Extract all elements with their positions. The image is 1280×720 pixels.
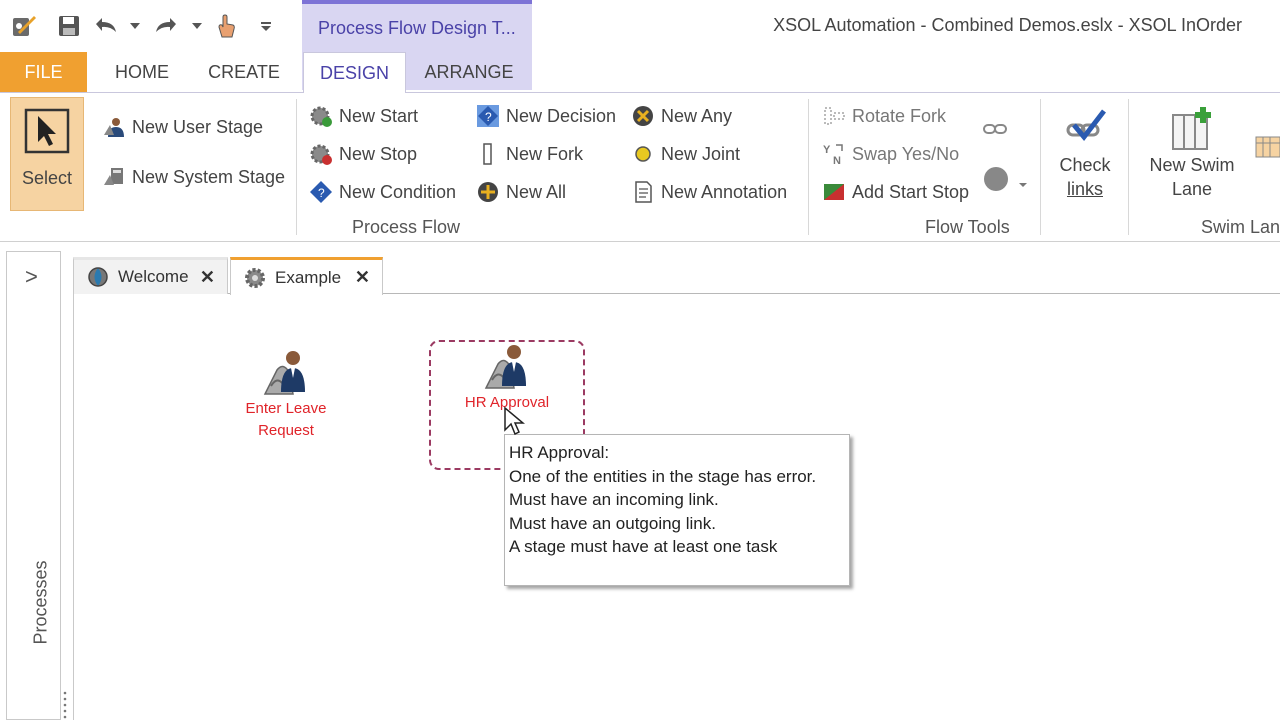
undo-dropdown-icon[interactable] bbox=[128, 12, 142, 40]
start-gear-icon bbox=[309, 104, 333, 128]
user-stage-icon bbox=[447, 342, 567, 392]
process-gear-icon bbox=[243, 266, 267, 290]
new-user-stage-button[interactable] bbox=[102, 115, 263, 139]
new-user-stage-label: New User Stage bbox=[132, 116, 264, 137]
joint-dot-icon bbox=[631, 142, 655, 166]
touch-mode-icon[interactable] bbox=[212, 12, 240, 40]
rotate-fork-button[interactable] bbox=[822, 104, 946, 128]
tab-arrange[interactable]: ARRANGE bbox=[424, 61, 514, 82]
status-dropdown-icon[interactable] bbox=[1016, 171, 1030, 199]
flow-tools-group-label: Flow Tools bbox=[925, 217, 1010, 237]
new-start-label: New Start bbox=[339, 105, 419, 126]
new-fork-button[interactable] bbox=[476, 142, 583, 166]
stage-enter-leave-request[interactable] bbox=[226, 348, 346, 442]
new-system-stage-label: New System Stage bbox=[132, 166, 286, 187]
swap-yes-no-label: Swap Yes/No bbox=[852, 143, 960, 164]
check-links-icon bbox=[1048, 107, 1122, 153]
example-tab-label: Example bbox=[275, 267, 342, 287]
new-joint-label: New Joint bbox=[661, 143, 741, 164]
save-icon[interactable] bbox=[54, 12, 84, 40]
swim-lanes-group-label: Swim Lan bbox=[1201, 217, 1280, 237]
swap-yes-no-icon bbox=[822, 142, 846, 166]
app-logo-icon[interactable] bbox=[8, 12, 40, 40]
check-links-label-line1: Check bbox=[1059, 155, 1111, 175]
stop-gear-icon bbox=[309, 142, 333, 166]
stage-label-line1: HR Approval bbox=[464, 394, 550, 411]
user-stage-icon bbox=[226, 348, 346, 398]
decision-icon bbox=[476, 104, 500, 128]
new-decision-button[interactable] bbox=[476, 104, 616, 128]
tab-design[interactable]: DESIGN bbox=[303, 52, 406, 93]
stage-label-line1: Enter Leave bbox=[245, 400, 327, 417]
new-system-stage-button[interactable] bbox=[102, 165, 285, 189]
new-all-label: New All bbox=[506, 181, 567, 202]
tab-file[interactable]: FILE bbox=[0, 52, 87, 92]
title-bar bbox=[0, 0, 1280, 52]
document-tab-bar bbox=[73, 251, 1280, 294]
condition-diamond-icon bbox=[309, 180, 333, 204]
welcome-tab-label: Welcome bbox=[118, 267, 189, 286]
stage-label-line2: Request bbox=[258, 422, 314, 439]
ribbon-separator bbox=[1040, 99, 1041, 235]
process-flow-group-label: Process Flow bbox=[352, 217, 461, 237]
new-any-button[interactable] bbox=[631, 104, 732, 128]
customize-toolbar-icon[interactable] bbox=[258, 12, 274, 40]
resize-grip-icon[interactable] bbox=[62, 690, 68, 720]
new-joint-button[interactable] bbox=[631, 142, 740, 166]
svg-text:Y: Y bbox=[823, 144, 831, 156]
new-condition-button[interactable] bbox=[309, 180, 456, 204]
undo-icon[interactable] bbox=[90, 12, 122, 40]
add-start-stop-icon bbox=[822, 180, 846, 204]
tab-home[interactable]: HOME bbox=[115, 61, 169, 82]
new-start-button[interactable] bbox=[309, 104, 418, 128]
document-border bbox=[73, 294, 74, 720]
mouse-pointer-icon bbox=[503, 406, 525, 436]
fork-bar-icon bbox=[476, 142, 500, 166]
tooltip-line: A stage must have at least one task bbox=[509, 537, 778, 556]
ribbon-separator bbox=[296, 99, 297, 235]
new-swim-lane-label-line2: Lane bbox=[1171, 179, 1213, 199]
app-title: XSOL Automation - Combined Demos.eslx - XSOL InOrder bbox=[773, 15, 1242, 35]
all-gateway-icon bbox=[476, 180, 500, 204]
document-tab-welcome[interactable] bbox=[73, 257, 228, 294]
tooltip-line: One of the entities in the stage has error. bbox=[509, 466, 817, 486]
select-cursor-icon bbox=[24, 108, 70, 154]
error-tooltip bbox=[504, 434, 850, 586]
check-links-label-line2: links bbox=[1066, 179, 1103, 199]
svg-text:N: N bbox=[833, 155, 841, 166]
select-label: Select bbox=[21, 168, 73, 188]
close-welcome-tab-icon[interactable]: ✕ bbox=[199, 267, 215, 287]
svg-text:?: ? bbox=[318, 186, 325, 200]
annotation-document-icon bbox=[631, 180, 655, 204]
new-fork-label: New Fork bbox=[506, 143, 584, 164]
system-stage-icon bbox=[102, 165, 126, 189]
select-button[interactable] bbox=[10, 97, 84, 211]
expand-panel-button[interactable]: > bbox=[25, 264, 38, 289]
context-tab-label: Process Flow Design T... bbox=[318, 18, 516, 38]
new-stop-label: New Stop bbox=[339, 143, 418, 164]
link-chain-icon[interactable] bbox=[982, 115, 1008, 143]
new-annotation-button[interactable] bbox=[631, 180, 787, 204]
any-gateway-icon bbox=[631, 104, 655, 128]
new-swim-lane-button[interactable] bbox=[1140, 107, 1244, 201]
rotate-fork-icon bbox=[822, 104, 846, 128]
stage-hr-approval[interactable] bbox=[447, 342, 567, 414]
new-annotation-label: New Annotation bbox=[661, 181, 788, 202]
swap-yes-no-button[interactable] bbox=[822, 142, 959, 166]
status-circle-icon[interactable] bbox=[982, 165, 1010, 193]
new-stop-button[interactable] bbox=[309, 142, 417, 166]
new-any-label: New Any bbox=[661, 105, 733, 126]
new-decision-label: New Decision bbox=[506, 105, 617, 126]
check-links-button[interactable] bbox=[1048, 107, 1122, 201]
swim-lane-add-icon bbox=[1140, 107, 1244, 153]
ribbon bbox=[0, 92, 1280, 242]
redo-icon[interactable] bbox=[150, 12, 182, 40]
processes-side-panel bbox=[6, 251, 61, 720]
new-condition-label: New Condition bbox=[339, 181, 457, 202]
rotate-fork-label: Rotate Fork bbox=[852, 105, 947, 126]
tooltip-line: Must have an incoming link. bbox=[509, 490, 719, 509]
document-tab-example[interactable] bbox=[230, 257, 383, 295]
tooltip-line: Must have an outgoing link. bbox=[509, 513, 716, 533]
processes-panel-label[interactable]: Processes bbox=[30, 560, 51, 645]
ribbon-separator bbox=[808, 99, 809, 235]
svg-text:?: ? bbox=[485, 110, 492, 124]
new-all-button[interactable] bbox=[476, 180, 566, 204]
redo-dropdown-icon[interactable] bbox=[190, 12, 204, 40]
welcome-globe-icon bbox=[86, 265, 110, 289]
user-stage-icon bbox=[102, 115, 126, 139]
close-example-tab-icon[interactable]: ✕ bbox=[354, 267, 370, 287]
swim-lane-table-icon[interactable] bbox=[1254, 133, 1280, 161]
add-start-stop-button[interactable] bbox=[822, 180, 969, 204]
ribbon-separator bbox=[1128, 99, 1129, 235]
add-start-stop-label: Add Start Stop bbox=[852, 181, 970, 202]
tooltip-title: HR Approval: bbox=[509, 443, 610, 462]
tab-create[interactable]: CREATE bbox=[208, 61, 280, 82]
new-swim-lane-label-line1: New Swim bbox=[1149, 155, 1235, 175]
